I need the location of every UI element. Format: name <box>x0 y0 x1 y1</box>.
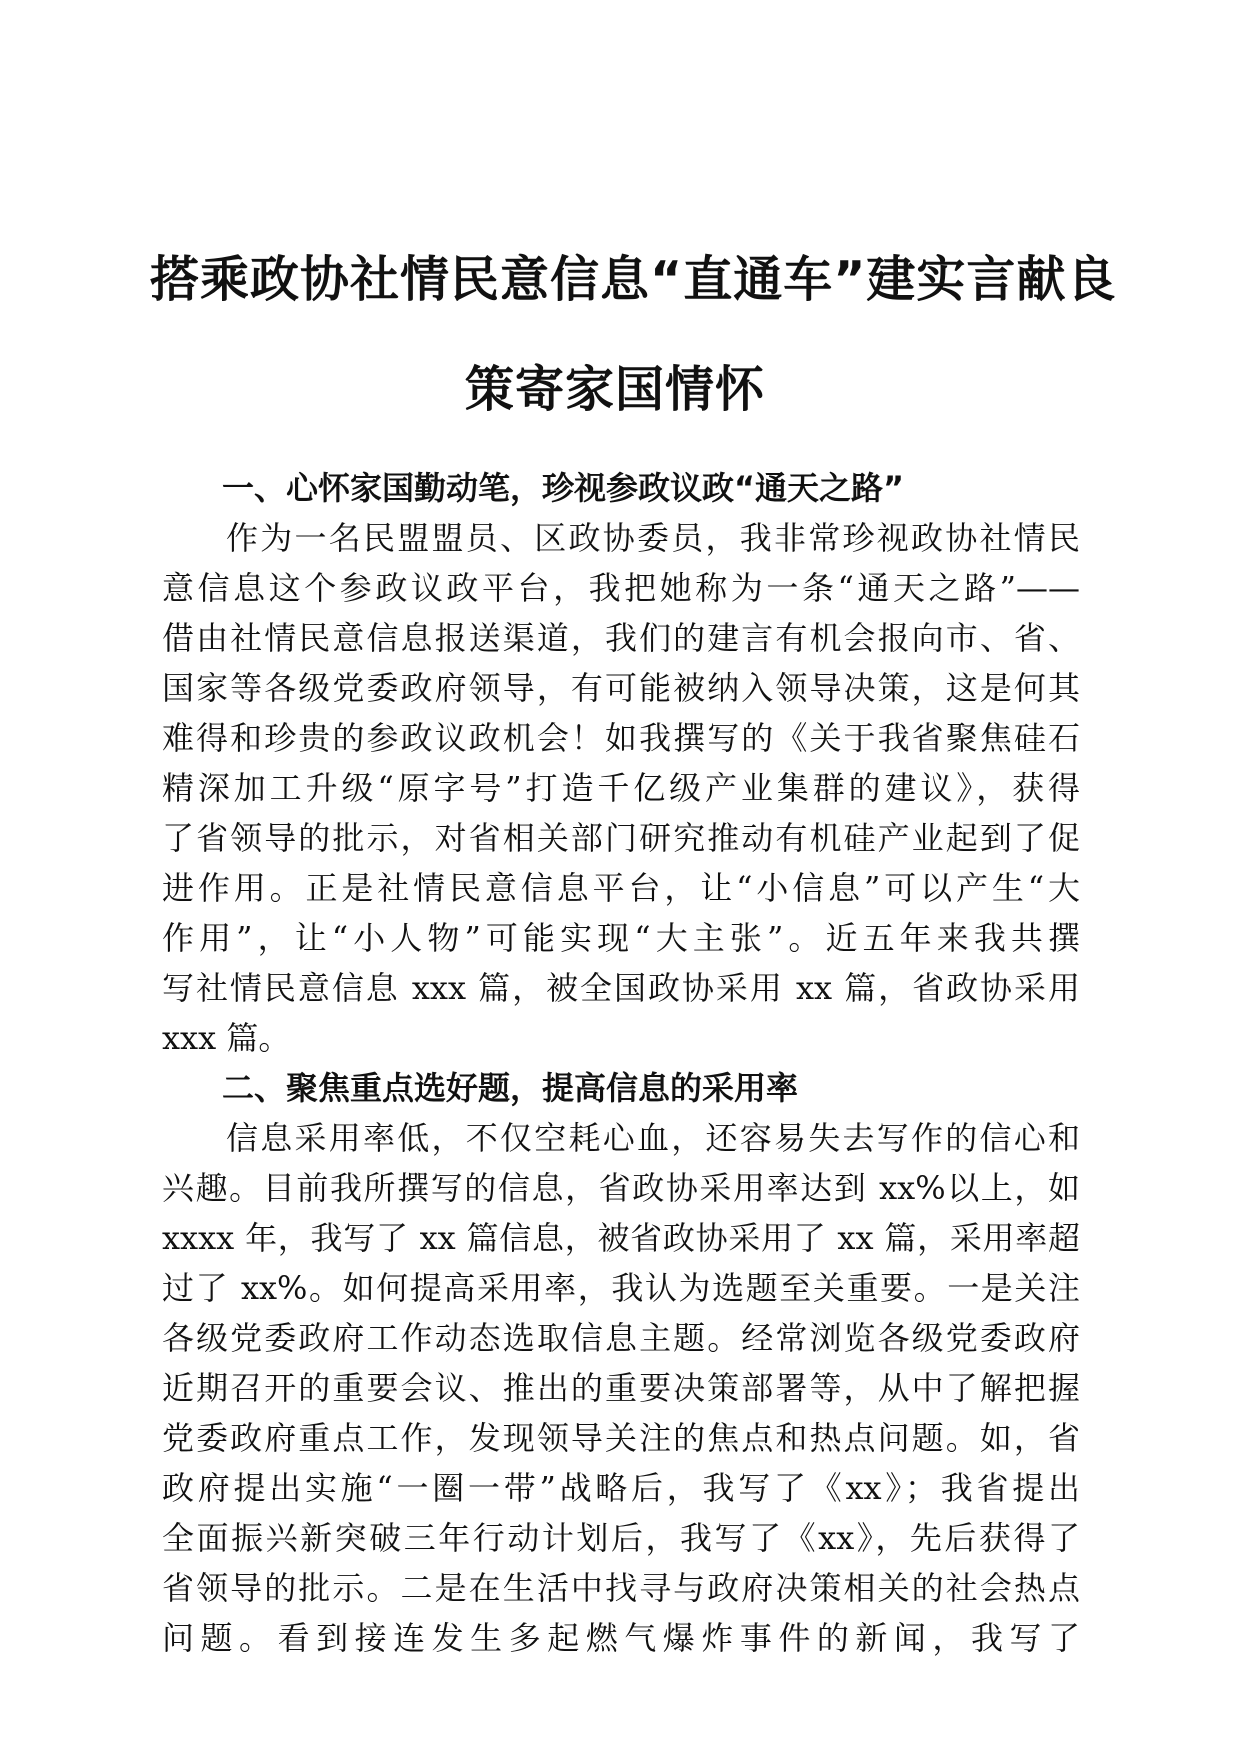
paragraph-line: 党委政府重点工作，发现领导关注的焦点和热点问题。如，省 <box>162 1419 1080 1457</box>
title-line: 搭乘政协社情民意信息“直通车”建实言献良 <box>150 251 1117 308</box>
title-line: 策寄家国情怀 <box>464 361 765 418</box>
paragraph-line: 意信息这个参政议政平台，我把她称为一条“通天之路”—— <box>162 569 1080 607</box>
paragraph-line: xxx 篇。 <box>162 1019 291 1057</box>
paragraph-line: 近期召开的重要会议、推出的重要决策部署等，从中了解把握 <box>162 1369 1080 1407</box>
document-body <box>162 463 1080 1663</box>
paragraph-line: 过了 xx%。如何提高采用率，我认为选题至关重要。一是关注 <box>162 1269 1080 1307</box>
paragraph-line: 信息采用率低，不仅空耗心血，还容易失去写作的信心和 <box>226 1119 1080 1157</box>
paragraph-line: 各级党委政府工作动态选取信息主题。经常浏览各级党委政府 <box>162 1319 1080 1357</box>
paragraph-line: 兴趣。目前我所撰写的信息，省政协采用率达到 xx%以上，如 <box>162 1169 1080 1207</box>
paragraph-line: xxxx 年，我写了 xx 篇信息，被省政协采用了 xx 篇，采用率超 <box>162 1219 1080 1257</box>
paragraph-line: 政府提出实施“一圈一带”战略后，我写了《xx》；我省提出 <box>162 1469 1080 1507</box>
section-1-paragraph <box>162 513 1080 1063</box>
paragraph-line: 作用”，让“小人物”可能实现“大主张”。近五年来我共撰 <box>162 919 1080 957</box>
paragraph-line: 问题。看到接连发生多起燃气爆炸事件的新闻，我写了 <box>162 1619 1080 1657</box>
paragraph-line: 难得和珍贵的参政议政机会！如我撰写的《关于我省聚焦硅石 <box>162 719 1080 757</box>
paragraph-line: 国家等各级党委政府领导，有可能被纳入领导决策，这是何其 <box>162 669 1080 707</box>
paragraph-line: 精深加工升级“原字号”打造千亿级产业集群的建议》，获得 <box>162 769 1080 807</box>
section-2-paragraph <box>162 1113 1080 1663</box>
paragraph-line: 借由社情民意信息报送渠道，我们的建言有机会报向市、省、 <box>162 619 1080 657</box>
section-heading-1: 一、心怀家国勤动笔，珍视参政议政“通天之路” <box>222 469 905 507</box>
paragraph-line: 写社情民意信息 xxx 篇，被全国政协采用 xx 篇，省政协采用 <box>162 969 1080 1007</box>
paragraph-line: 全面振兴新突破三年行动计划后，我写了《xx》，先后获得了 <box>162 1519 1080 1557</box>
paragraph-line: 进作用。正是社情民意信息平台，让“小信息”可以产生“大 <box>162 869 1080 907</box>
document-title <box>150 225 1117 445</box>
paragraph-line: 了省领导的批示，对省相关部门研究推动有机硅产业起到了促 <box>162 819 1080 857</box>
paragraph-line: 省领导的批示。二是在生活中找寻与政府决策相关的社会热点 <box>162 1569 1080 1607</box>
section-heading-2: 二、聚焦重点选好题，提高信息的采用率 <box>222 1069 799 1107</box>
paragraph-line: 作为一名民盟盟员、区政协委员，我非常珍视政协社情民 <box>226 519 1080 557</box>
